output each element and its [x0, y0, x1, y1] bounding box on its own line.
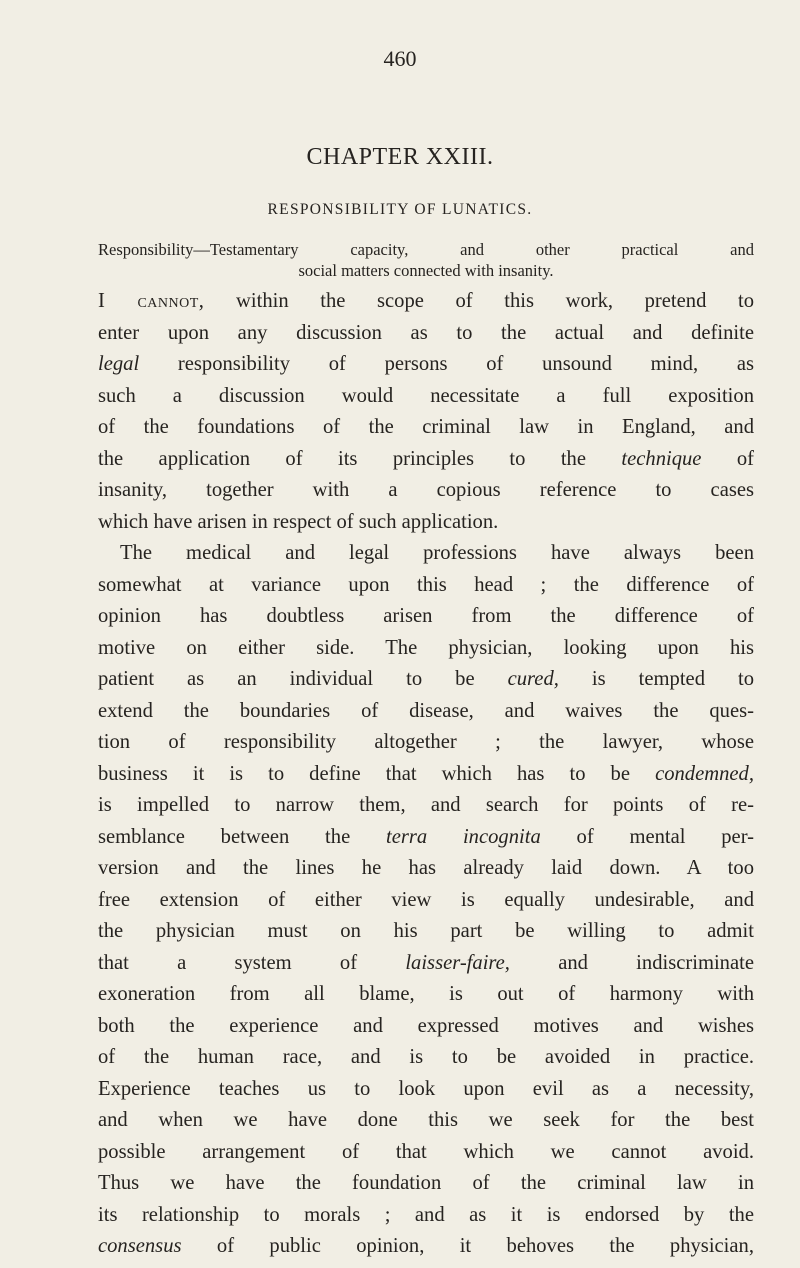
text-line: possible arrangement of that which we cannot avoid. — [98, 1140, 754, 1163]
text-line: I cannot, within the scope of this work, pretend to — [98, 290, 754, 312]
text-line: The medical and legal professions have always been — [120, 542, 754, 564]
text-line: semblance between the terra incognita of mental per- — [98, 825, 754, 848]
section-title: RESPONSIBILITY OF LUNATICS. — [267, 201, 533, 218]
text-line: motive on either side. The physician, looking upon his — [98, 636, 754, 659]
text-line: tion of responsibility altogether ; the lawyer, whose — [98, 731, 754, 753]
text-line: the application of its principles to the technique of — [98, 447, 754, 470]
text-line: such a discussion would necessitate a full exposition — [98, 384, 754, 407]
text-line: opinion has doubtless arisen from the difference of — [98, 605, 754, 627]
body-text — [98, 286, 754, 1263]
text-line: that a system of laisser-faire, and indiscriminate — [98, 951, 754, 974]
text-line: Experience teaches us to look upon evil as a necessity, — [98, 1077, 754, 1100]
text-line: which have arisen in respect of such application. — [98, 510, 499, 533]
text-line: enter upon any discussion as to the actual and definite — [98, 321, 754, 344]
text-line: and when we have done this we seek for the best — [98, 1109, 754, 1131]
text-line: exoneration from all blame, is out of harmony with — [98, 983, 754, 1005]
page-number: 460 — [383, 46, 417, 71]
text-line: the physician must on his part be willing to admit — [98, 920, 754, 942]
text-line: both the experience and expressed motives and wishes — [98, 1014, 754, 1037]
opening-words: I cannot, — [98, 290, 205, 312]
synopsis-line: Responsibility—Testamentary capacity, and other practical and — [98, 240, 754, 259]
text-line: of the human race, and is to be avoided in practice. — [98, 1046, 754, 1068]
text-line: consensus of public opinion, it behoves the physician, — [98, 1235, 754, 1257]
chapter-title: CHAPTER XXIII. — [306, 144, 494, 170]
text-line: legal responsibility of persons of unsound mind, as — [98, 353, 754, 375]
text-line: free extension of either view is equally undesirable, and — [98, 888, 754, 911]
text-line: business it is to define that which has to be condemned, — [98, 762, 754, 785]
synopsis-line: social matters connected with insanity. — [298, 261, 554, 280]
text-line: somewhat at variance upon this head ; the difference of — [98, 573, 754, 596]
text-line: extend the boundaries of disease, and waives the ques- — [98, 699, 754, 722]
text-line: insanity, together with a copious reference to cases — [98, 479, 754, 501]
text-line: of the foundations of the criminal law in England, and — [98, 416, 754, 438]
text-line: its relationship to morals ; and as it is endorsed by the — [98, 1203, 754, 1226]
chapter-synopsis — [98, 239, 754, 281]
text-line: version and the lines he has already laid down. A too — [98, 857, 754, 879]
text-line: is impelled to narrow them, and search for points of re- — [98, 794, 754, 816]
text-line: Thus we have the foundation of the criminal law in — [98, 1172, 754, 1194]
text-line: patient as an individual to be cured, is tempted to — [98, 668, 755, 690]
